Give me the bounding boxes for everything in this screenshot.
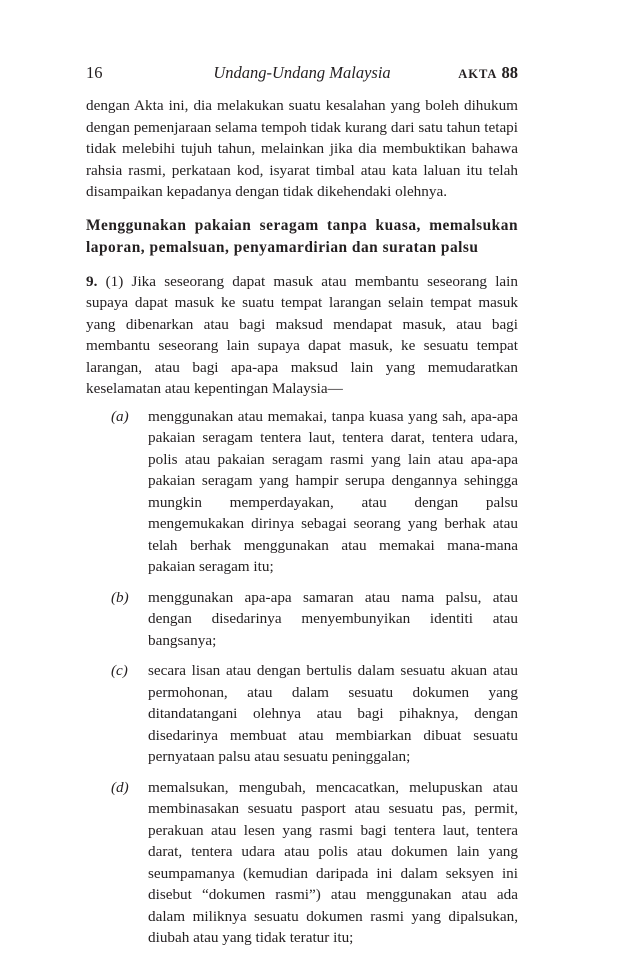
subsection-list xyxy=(86,406,518,949)
page-number: 16 xyxy=(86,63,103,82)
act-number: 88 xyxy=(501,63,518,82)
document-page xyxy=(86,60,518,958)
list-item xyxy=(86,660,518,768)
running-header xyxy=(86,60,518,86)
intro-paragraph: dengan Akta ini, dia melakukan suatu kesalahan yang boleh dihukum dengan pemenjaraan selama tempoh tidak kurang dari satu tahun tetapi tidak melebihi tujuh tahun, melainkan jika dia membuktikan bahawa rahsia rasmi, perkataan kod, isyarat timbal atau kata laluan itu telah disampaikan kepadanya dengan tidak dikehendaki olehnya. xyxy=(86,97,518,200)
section-text: (1) Jika seseorang dapat masuk atau membantu seseorang lain supaya dapat masuk ke suatu tempat larangan selain tempat masuk yang dibenarkan atau bagi maksud mendapat masuk, atau bagi membantu seseorang lain supaya dapat masuk, ke sesuatu tempat larangan, atau bagi apa-apa maksud lain yang memudaratkan keselamatan atau kepentingan Malaysia— xyxy=(86,272,518,397)
item-label: (c) xyxy=(111,662,128,679)
item-text: menggunakan apa-apa samaran atau nama palsu, atau dengan disedarinya menyembunyikan identiti atau bangsanya; xyxy=(148,588,518,649)
act-reference xyxy=(458,60,518,87)
item-label: (d) xyxy=(111,778,129,796)
section-heading: Menggunakan pakaian seragam tanpa kuasa, memalsukan laporan, pemalsuan, penyamardirian dan suratan palsu xyxy=(86,216,518,256)
list-item xyxy=(86,777,518,949)
item-text: secara lisan atau dengan bertulis dalam sesuatu akuan atau permohonan, atau dalam sesuatu dokumen yang ditandatangani olehnya atau bagi pihaknya, dengan disedarinya membuat atau membiarkan dibuat sesuatu pernyataan palsu atau sesuatu peninggalan; xyxy=(148,662,518,765)
list-item xyxy=(86,587,518,652)
section-paragraph xyxy=(86,271,518,400)
act-label: AKTA xyxy=(458,67,498,81)
list-item xyxy=(86,406,518,578)
section-number: 9. xyxy=(86,272,98,290)
item-text: menggunakan atau memakai, tanpa kuasa yang sah, apa-apa pakaian seragam tentera laut, tentera darat, tentera udara, polis atau pakaian seragam rasmi yang lain atau apa-apa pakaian seragam yang hampir serupa dengannya sehingga mungkin memperdayakan, atau dengan palsu mengemukakan dirinya sebagai seorang yang berhak atau telah berhak menggunakan atau memakai mana-mana pakaian seragam itu; xyxy=(148,407,518,575)
header-title: Undang-Undang Malaysia xyxy=(213,63,391,82)
item-label: (a) xyxy=(111,407,129,425)
item-label: (b) xyxy=(111,588,129,606)
item-text: memalsukan, mengubah, mencacatkan, melupuskan atau membinasakan sesuatu pasport atau sesuatu pas, permit, perakuan atau lesen yang rasmi bagi tentera laut, tentera darat, tentera udara atau polis atau dokumen lain yang seumpamanya (kemudian daripada ini dalam seksyen ini disebut “dokumen rasmi”) atau menggunakan atau ada dalam miliknya sesuatu dokumen rasmi yang dipalsukan, diubah atau yang tidak teratur itu; xyxy=(148,778,518,946)
